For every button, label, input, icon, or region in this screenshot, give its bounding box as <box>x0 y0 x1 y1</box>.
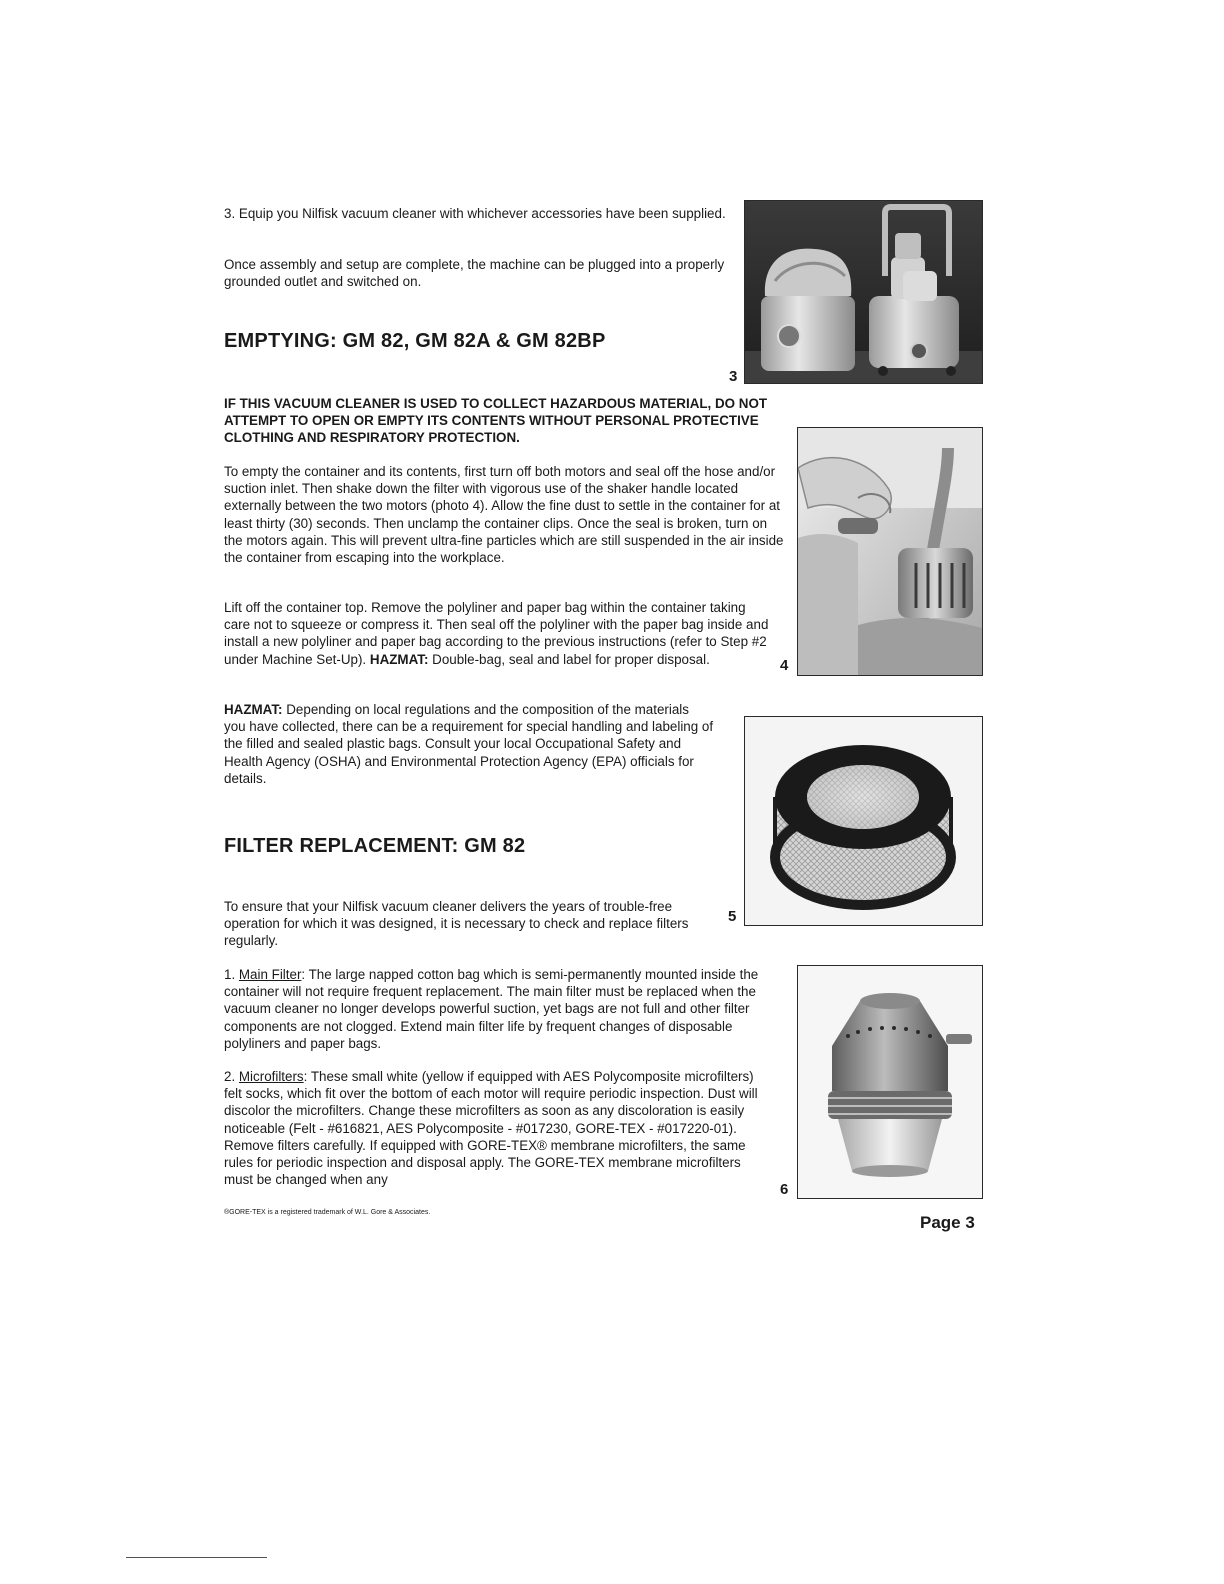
main-filter-label: Main Filter <box>238 967 302 982</box>
microfilters-label: Microfilters <box>238 1069 304 1084</box>
hazardous-warning: IF THIS VACUUM CLEANER IS USED TO COLLECT HAZARDOUS MATERIAL, DO NOT ATTEMPT TO OPEN OR EMPTY ITS CONTENTS WITHOUT PERSONAL PROTECTIVE CLOTHING AND RESPIRATORY PROTECTION. <box>224 396 768 446</box>
emptying-heading: EMPTYING: GM 82, GM 82A & GM 82BP <box>224 330 606 352</box>
assembly-complete-text: Once assembly and setup are complete, the machine can be plugged into a properly grounded outlet and switched on. <box>224 257 725 290</box>
page-number: Page 3 <box>920 1213 975 1232</box>
microfilters-item <box>224 1068 772 1188</box>
photo-5-number: 5 <box>728 908 737 925</box>
trademark-footnote: ®GORE-TEX is a registered trademark of W.L. Gore & Associates. <box>224 1209 431 1216</box>
hazmat-inline-text: Double-bag, seal and label for proper disposal. <box>432 651 710 667</box>
filter-intro: To ensure that your Nilfisk vacuum cleaner delivers the years of trouble-free operation for which it was designed, it is necessary to check and replace filters regularly. <box>224 899 689 949</box>
microfilters-text: : These small white (yellow if equipped with AES Polycomposite microfilters) felt socks, which fit over the bottom of each motor will require periodic inspection. Dust will discolor the microfilters. Change these microfilters as soon as any discoloration is easily noticeable (Felt - #616821, AES Polycomposite - #017230, GORE-TEX - #017220-01). Remove filters carefully. If equipped with GORE-TEX® membrane microfilters, the same rules for periodic inspection and disposal apply. The GORE-TEX membrane microfilters must be changed when any <box>224 1069 758 1188</box>
filter-replacement-heading: FILTER REPLACEMENT: GM 82 <box>224 835 526 857</box>
emptying-paragraph-1: To empty the container and its contents, first turn off both motors and seal off the hose and/or suction inlet. Then shake down the filter with vigorous use of the shaker handle located externally between the two motors (photo 4). Allow the fine dust to settle in the container for at least thirty (30) seconds. Then unclamp the container clips. Once the seal is broken, turn on the motors again. This will prevent ultra-fine particles which are still suspended in the air inside the container from escaping into the workplace. <box>224 464 784 566</box>
photo-4-number: 4 <box>780 657 789 674</box>
emptying-paragraph-2-body: Lift off the container top. Remove the polyliner and paper bag within the container taking care not to squeeze or compress it. Then seal off the polyliner with the paper bag inside and install a new polyliner and paper bag according to the previous instructions (refer to Step #2 under Machine Set-Up). <box>224 600 769 667</box>
photo-3-number: 3 <box>729 368 738 385</box>
photo-6-number: 6 <box>780 1181 789 1198</box>
hazmat-text: Depending on local regulations and the composition of the materials you have collected, there can be a requirement for special handling and labeling of the filled and sealed plastic bags. Consult your local Occupational Safety and Health Agency (OSHA) and Environmental Protection Agency (EPA) officials for details. <box>224 702 714 786</box>
emptying-paragraph-2 <box>224 599 774 668</box>
photo-5-main-filter <box>744 716 983 926</box>
main-filter-text: : The large napped cotton bag which is semi-permanently mounted inside the container will not require frequent replacement. The main filter must be replaced when the vacuum cleaner no longer develops powerful suction, yet bags are not full and other filter components are not clogged. Extend main filter life by frequent changes of disposable polyliners and paper bags. <box>224 967 759 1051</box>
photo-4-shaker-handle <box>797 427 983 676</box>
photo-3-vacuum-units <box>744 200 983 384</box>
main-filter-item <box>224 966 764 1052</box>
step-3-text: 3. Equip you Nilfisk vacuum cleaner with whichever accessories have been supplied. <box>224 206 726 221</box>
bottom-rule <box>126 1557 267 1558</box>
hazmat-inline-label: HAZMAT: <box>369 651 429 667</box>
hazmat-paragraph <box>224 701 714 787</box>
hazmat-label: HAZMAT: <box>224 702 283 717</box>
microfilters-number: 2. <box>224 1069 236 1084</box>
main-filter-number: 1. <box>224 967 236 982</box>
photo-6-motor-microfilter <box>797 965 983 1199</box>
